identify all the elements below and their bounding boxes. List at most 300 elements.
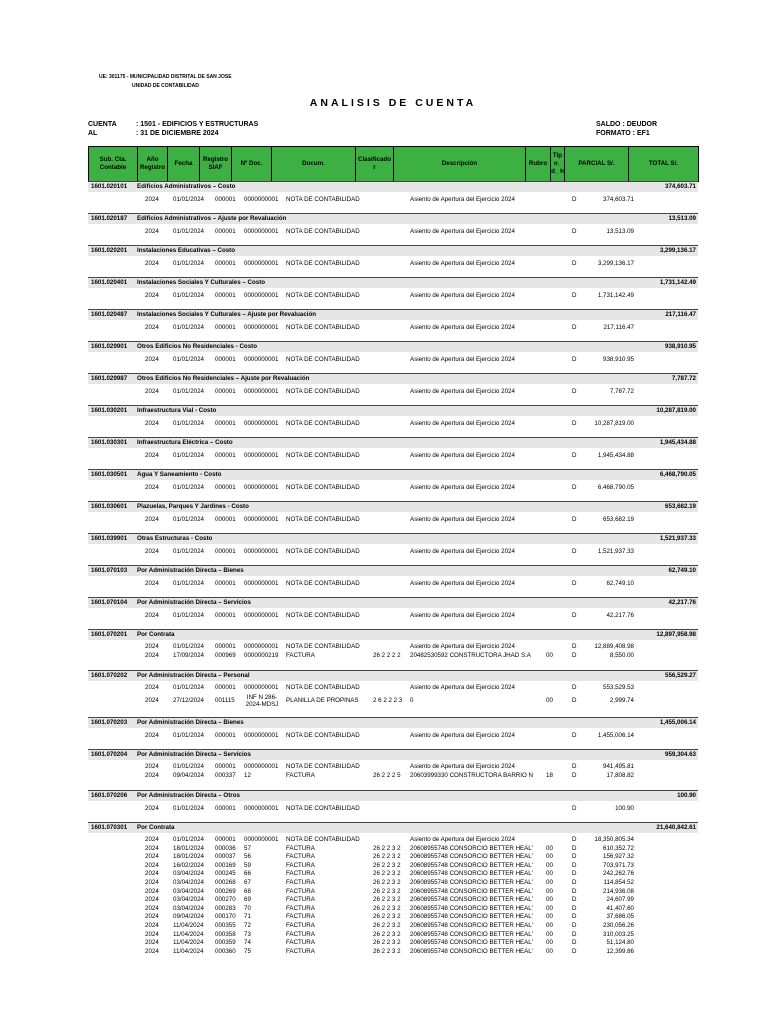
cell-par: 230,056.26 bbox=[603, 921, 634, 929]
cell-ano: 2024 bbox=[145, 228, 159, 235]
cell-tip: D bbox=[572, 913, 577, 921]
cell-fecha: 01/01/2024 bbox=[173, 388, 204, 395]
cell-tip: D bbox=[572, 904, 577, 912]
cell-tip: D bbox=[572, 939, 577, 947]
cell-tip: D bbox=[572, 921, 577, 929]
cell-fecha: 01/01/2024 bbox=[173, 484, 204, 491]
cell-tip: D bbox=[572, 643, 577, 650]
cell-docu: NOTA DE CONTABILIDAD bbox=[286, 548, 360, 555]
cell-docu: FACTURA bbox=[286, 921, 315, 929]
cell-par: 37,686.05 bbox=[606, 913, 634, 921]
cell-doc: 66 bbox=[244, 870, 251, 878]
cell-par: 2,999.74 bbox=[609, 696, 634, 704]
cell-clas: 26 2 2 3 2 bbox=[373, 844, 401, 852]
cell-reg: 000001 bbox=[215, 836, 236, 843]
cell-doc: 0000000001 bbox=[244, 580, 279, 587]
cell-doc: 71 bbox=[244, 913, 251, 921]
cell-clas: 26 2 2 3 2 bbox=[373, 947, 401, 955]
cell-tip: D bbox=[572, 484, 577, 491]
cell-reg: 000001 bbox=[215, 643, 236, 650]
subaccount-name: Instalaciones Sociales Y Culturales – Costo bbox=[137, 279, 266, 286]
cell-doc: 0000000001 bbox=[244, 516, 279, 523]
subaccount-header bbox=[88, 373, 698, 384]
cell-ano: 2024 bbox=[145, 853, 159, 861]
cell-rub: 00 bbox=[546, 930, 553, 938]
subaccount-name: Edificios Administrativos – Ajuste por Revaluación bbox=[137, 215, 287, 222]
account-section bbox=[88, 822, 698, 956]
cell-doc: 68 bbox=[244, 887, 251, 895]
subaccount-header bbox=[88, 405, 698, 416]
cell-ano: 2024 bbox=[145, 844, 159, 852]
subaccount-header bbox=[88, 822, 698, 833]
cell-desc: Asiento de Apertura del Ejercicio 2024 bbox=[410, 260, 515, 267]
cell-ano: 2024 bbox=[145, 771, 159, 779]
subaccount-total: 1,521,937.33 bbox=[659, 535, 696, 542]
subaccount-name: Por Contrata bbox=[137, 631, 175, 638]
cell-reg: 000337 bbox=[215, 771, 236, 779]
subaccount-total: 1,731,142.49 bbox=[659, 279, 696, 286]
col-ndoc: Nº Doc. bbox=[232, 147, 272, 182]
table-row bbox=[88, 356, 698, 365]
subaccount-total: 959,304.63 bbox=[665, 751, 696, 758]
cell-par: 8,550.00 bbox=[609, 651, 634, 659]
table-row bbox=[88, 931, 698, 940]
entity-name: UE: 301175 - MUNICIPALIDAD DISTRITAL DE SAN JOSE bbox=[99, 74, 232, 80]
cell-tip: D bbox=[572, 878, 577, 886]
subaccount-name: Plazuelas, Parques Y Jardines - Costo bbox=[137, 503, 249, 510]
cell-reg: 000283 bbox=[215, 904, 236, 912]
cell-tip: D bbox=[572, 324, 577, 331]
cell-rub: 00 bbox=[546, 870, 553, 878]
table-row bbox=[88, 862, 698, 871]
subaccount-total: 62,749.10 bbox=[668, 567, 696, 574]
cell-doc: 0000000001 bbox=[244, 836, 279, 843]
cell-rub: 00 bbox=[546, 921, 553, 929]
subaccount-name: Otros Edificios No Residenciales - Costo bbox=[137, 343, 257, 350]
cell-doc: 74 bbox=[244, 939, 251, 947]
cell-doc: 0000000001 bbox=[244, 684, 279, 691]
subaccount-header bbox=[88, 629, 698, 640]
cell-docu: NOTA DE CONTABILIDAD bbox=[286, 484, 360, 491]
cell-par: 653,682.19 bbox=[603, 516, 634, 523]
cell-reg: 000359 bbox=[215, 939, 236, 947]
cell-fecha: 01/01/2024 bbox=[173, 836, 204, 843]
cell-reg: 000001 bbox=[215, 612, 236, 619]
cell-reg: 000969 bbox=[215, 651, 236, 659]
cell-docu: NOTA DE CONTABILIDAD bbox=[286, 452, 360, 459]
subaccount-code: 1601.020187 bbox=[91, 215, 128, 222]
subaccount-name: Por Administración Directa – Servicios bbox=[137, 599, 251, 606]
cell-par: 1,731,142.49 bbox=[597, 292, 634, 299]
cell-ano: 2024 bbox=[145, 878, 159, 886]
cell-desc: 20608955748 CONSORCIO BETTER HEAL' bbox=[410, 844, 533, 852]
cell-fecha: 03/04/2024 bbox=[173, 870, 204, 878]
subaccount-code: 1601.020487 bbox=[91, 311, 128, 318]
cell-doc: 0000000001 bbox=[244, 260, 279, 267]
table-row bbox=[88, 888, 698, 897]
cell-doc: 0000000001 bbox=[244, 732, 279, 739]
account-section bbox=[88, 469, 698, 493]
subaccount-total: 217,116.47 bbox=[665, 311, 696, 318]
cell-par: 17,808.82 bbox=[606, 771, 634, 779]
cell-fecha: 11/04/2024 bbox=[173, 930, 204, 938]
table-row bbox=[88, 845, 698, 854]
subaccount-name: Otros Edificios No Residenciales – Ajuste por Revaluación bbox=[137, 375, 310, 382]
col-subcta: Sub. Cta. Contable bbox=[89, 147, 138, 182]
cell-rub: 00 bbox=[546, 896, 553, 904]
cell-doc: 70 bbox=[244, 904, 251, 912]
cell-ano: 2024 bbox=[145, 612, 159, 619]
cell-tip: D bbox=[572, 516, 577, 523]
subaccount-code: 1601.070206 bbox=[91, 792, 128, 799]
subaccount-total: 6,468,790.05 bbox=[659, 471, 696, 478]
subaccount-code: 1601.030501 bbox=[91, 471, 128, 478]
cell-par: 610,352.72 bbox=[603, 844, 634, 852]
cell-ano: 2024 bbox=[145, 484, 159, 491]
subaccount-header bbox=[88, 309, 698, 320]
cell-tip: D bbox=[572, 763, 577, 770]
cell-doc: 0000000001 bbox=[244, 292, 279, 299]
table-row bbox=[88, 652, 698, 661]
table-row bbox=[88, 939, 698, 948]
subaccount-code: 1601.020401 bbox=[91, 279, 128, 286]
table-row bbox=[88, 388, 698, 397]
account-section bbox=[88, 373, 698, 397]
cell-ano: 2024 bbox=[145, 388, 159, 395]
cell-ano: 2024 bbox=[145, 696, 159, 704]
cell-doc: 0000000001 bbox=[244, 228, 279, 235]
cell-fecha: 01/01/2024 bbox=[173, 420, 204, 427]
cell-par: 1,455,006.14 bbox=[597, 732, 634, 739]
cell-docu: FACTURA bbox=[286, 861, 315, 869]
cell-docu: FACTURA bbox=[286, 870, 315, 878]
cell-reg: 000001 bbox=[215, 516, 236, 523]
cell-doc: 0000000001 bbox=[244, 805, 279, 812]
subaccount-code: 1601.020101 bbox=[91, 183, 128, 190]
subaccount-code: 1601.070104 bbox=[91, 599, 128, 606]
cell-ano: 2024 bbox=[145, 904, 159, 912]
col-clasificador: Clasificado r bbox=[356, 147, 394, 182]
account-section bbox=[88, 717, 698, 741]
cell-par: 100.90 bbox=[615, 805, 634, 812]
cell-doc: 75 bbox=[244, 947, 251, 955]
cell-ano: 2024 bbox=[145, 420, 159, 427]
cell-docu: FACTURA bbox=[286, 904, 315, 912]
cell-par: 553,529.53 bbox=[603, 684, 634, 691]
cell-desc: Asiento de Apertura del Ejercicio 2024 bbox=[410, 228, 515, 235]
cell-par: 7,787.72 bbox=[609, 388, 634, 395]
cell-desc: Asiento de Apertura del Ejercicio 2024 bbox=[410, 643, 515, 650]
cell-par: 13,513.09 bbox=[606, 228, 634, 235]
col-parcial: PARCIAL S/. bbox=[565, 147, 629, 182]
cell-reg: 000355 bbox=[215, 921, 236, 929]
cell-desc: 20608955748 CONSORCIO BETTER HEAL' bbox=[410, 947, 533, 955]
cell-reg: 000245 bbox=[215, 870, 236, 878]
cell-reg: 000001 bbox=[215, 580, 236, 587]
cell-reg: 000169 bbox=[215, 861, 236, 869]
subaccount-total: 1,945,434.88 bbox=[659, 439, 696, 446]
subaccount-total: 21,640,842.61 bbox=[656, 824, 696, 831]
cell-par: 41,407.60 bbox=[606, 904, 634, 912]
subaccount-total: 7,787.72 bbox=[671, 375, 696, 382]
cell-ano: 2024 bbox=[145, 805, 159, 812]
cell-docu: FACTURA bbox=[286, 939, 315, 947]
cell-par: 217,116.47 bbox=[603, 324, 634, 331]
cell-rub: 00 bbox=[546, 696, 553, 704]
account-section bbox=[88, 277, 698, 301]
subaccount-header bbox=[88, 501, 698, 512]
cell-tip: D bbox=[572, 896, 577, 904]
cell-ano: 2024 bbox=[145, 452, 159, 459]
subaccount-total: 12,897,958.98 bbox=[656, 631, 696, 638]
table-row bbox=[88, 732, 698, 741]
cell-rub: 00 bbox=[546, 939, 553, 947]
subaccount-header bbox=[88, 213, 698, 224]
cell-desc: Asiento de Apertura del Ejercicio 2024 bbox=[410, 684, 515, 691]
cell-ano: 2024 bbox=[145, 548, 159, 555]
cell-ano: 2024 bbox=[145, 196, 159, 203]
table-header bbox=[88, 146, 699, 182]
cell-docu: NOTA DE CONTABILIDAD bbox=[286, 196, 360, 203]
cell-doc: 0000000219 bbox=[244, 651, 279, 659]
cell-reg: 000001 bbox=[215, 228, 236, 235]
cell-desc: Asiento de Apertura del Ejercicio 2024 bbox=[410, 484, 515, 491]
cell-par: 703,971.73 bbox=[603, 861, 634, 869]
cell-docu: FACTURA bbox=[286, 771, 315, 779]
table-row bbox=[88, 228, 698, 237]
subaccount-header bbox=[88, 469, 698, 480]
cell-fecha: 01/01/2024 bbox=[173, 763, 204, 770]
subaccount-total: 10,287,819.00 bbox=[656, 407, 696, 414]
cell-ano: 2024 bbox=[145, 930, 159, 938]
subaccount-name: Por Administración Directa – Bienes bbox=[137, 567, 244, 574]
cell-ano: 2024 bbox=[145, 580, 159, 587]
saldo-label: SALDO : DEUDOR bbox=[596, 121, 658, 128]
cell-ano: 2024 bbox=[145, 870, 159, 878]
cell-fecha: 17/09/2024 bbox=[173, 651, 204, 659]
cell-tip: D bbox=[572, 836, 577, 843]
subaccount-name: Agua Y Saneamiento - Costo bbox=[137, 471, 222, 478]
col-rubro: Rubro bbox=[526, 147, 551, 182]
cell-docu: NOTA DE CONTABILIDAD bbox=[286, 420, 360, 427]
subaccount-total: 3,299,136.17 bbox=[659, 247, 696, 254]
subaccount-code: 1601.070202 bbox=[91, 672, 128, 679]
cell-desc: 20608955748 CONSORCIO BETTER HEAL' bbox=[410, 904, 533, 912]
cell-tip: D bbox=[572, 887, 577, 895]
cell-desc: Asiento de Apertura del Ejercicio 2024 bbox=[410, 292, 515, 299]
cell-ano: 2024 bbox=[145, 861, 159, 869]
cell-ano: 2024 bbox=[145, 732, 159, 739]
cell-tip: D bbox=[572, 356, 577, 363]
account-section bbox=[88, 501, 698, 525]
col-total: TOTAL S/. bbox=[629, 147, 699, 182]
table-row bbox=[88, 905, 698, 914]
cell-ano: 2024 bbox=[145, 896, 159, 904]
col-ano: Año Registro bbox=[138, 147, 168, 182]
balance-meta bbox=[596, 120, 657, 138]
subaccount-header bbox=[88, 790, 698, 801]
table-row bbox=[88, 948, 698, 957]
cell-tip: D bbox=[572, 696, 577, 704]
cell-desc: 20608955748 CONSORCIO BETTER HEAL' bbox=[410, 870, 533, 878]
cell-clas: 26 2 2 3 2 bbox=[373, 904, 401, 912]
cell-docu: NOTA DE CONTABILIDAD bbox=[286, 228, 360, 235]
table-row bbox=[88, 922, 698, 931]
table-row bbox=[88, 772, 698, 781]
col-registro: Registro SIAF bbox=[200, 147, 232, 182]
cell-tip: D bbox=[572, 805, 577, 812]
col-descripcion: Descripción bbox=[394, 147, 526, 182]
cell-fecha: 03/04/2024 bbox=[173, 887, 204, 895]
table-row bbox=[88, 913, 698, 922]
cell-reg: 000001 bbox=[215, 420, 236, 427]
subaccount-header bbox=[88, 670, 698, 681]
cell-par: 941,495.81 bbox=[603, 763, 634, 770]
cell-ano: 2024 bbox=[145, 356, 159, 363]
cell-desc: Asiento de Apertura del Ejercicio 2024 bbox=[410, 356, 515, 363]
account-section bbox=[88, 181, 698, 205]
cell-desc: 20608955748 CONSORCIO BETTER HEAL' bbox=[410, 896, 533, 904]
subaccount-total: 13,513.09 bbox=[668, 215, 696, 222]
subaccount-code: 1601.030201 bbox=[91, 407, 128, 414]
cell-desc: 20608955748 CONSORCIO BETTER HEAL' bbox=[410, 861, 533, 869]
cell-reg: 000358 bbox=[215, 930, 236, 938]
account-meta bbox=[88, 120, 258, 138]
cell-par: 156,927.32 bbox=[603, 853, 634, 861]
cell-docu: FACTURA bbox=[286, 947, 315, 955]
subaccount-code: 1601.030301 bbox=[91, 439, 128, 446]
cell-par: 62,749.10 bbox=[606, 580, 634, 587]
cell-ano: 2024 bbox=[145, 643, 159, 650]
cell-docu: NOTA DE CONTABILIDAD bbox=[286, 763, 360, 770]
table-row bbox=[88, 196, 698, 205]
cell-clas: 26 2 2 3 2 bbox=[373, 853, 401, 861]
cell-fecha: 01/01/2024 bbox=[173, 612, 204, 619]
account-section bbox=[88, 597, 698, 621]
cell-reg: 000269 bbox=[215, 887, 236, 895]
cell-desc: Asiento de Apertura del Ejercicio 2024 bbox=[410, 324, 515, 331]
cell-doc: 0000000001 bbox=[244, 420, 279, 427]
subaccount-name: Instalaciones Sociales Y Culturales – Ajuste por Revaluación bbox=[137, 311, 317, 318]
table-row bbox=[88, 324, 698, 333]
subaccount-total: 100.90 bbox=[677, 792, 696, 799]
cell-fecha: 01/01/2024 bbox=[173, 196, 204, 203]
cell-fecha: 11/04/2024 bbox=[173, 921, 204, 929]
cell-doc: 0000000001 bbox=[244, 612, 279, 619]
cell-desc: 0 bbox=[410, 696, 414, 704]
report-title: ANALISIS DE CUENTA bbox=[309, 97, 477, 109]
subaccount-code: 1601.070204 bbox=[91, 751, 128, 758]
cell-docu: NOTA DE CONTABILIDAD bbox=[286, 684, 360, 691]
cell-clas: 26 2 2 3 2 bbox=[373, 930, 401, 938]
cell-ano: 2024 bbox=[145, 292, 159, 299]
cell-docu: NOTA DE CONTABILIDAD bbox=[286, 732, 360, 739]
cell-par: 310,003.25 bbox=[603, 930, 634, 938]
cell-doc: 0000000001 bbox=[244, 548, 279, 555]
cell-reg: 000170 bbox=[215, 913, 236, 921]
account-section bbox=[88, 213, 698, 237]
cell-desc: Asiento de Apertura del Ejercicio 2024 bbox=[410, 732, 515, 739]
cell-tip: D bbox=[572, 452, 577, 459]
subaccount-header bbox=[88, 749, 698, 760]
cell-docu: NOTA DE CONTABILIDAD bbox=[286, 836, 360, 843]
cell-reg: 000001 bbox=[215, 292, 236, 299]
cell-doc: 0000000001 bbox=[244, 763, 279, 770]
cell-reg: 000001 bbox=[215, 684, 236, 691]
subaccount-code: 1601.020201 bbox=[91, 247, 128, 254]
cell-desc: Asiento de Apertura del Ejercicio 2024 bbox=[410, 388, 515, 395]
entity-unit: UNIDAD DE CONTABILIDAD bbox=[132, 83, 199, 89]
cell-ano: 2024 bbox=[145, 939, 159, 947]
al-value: : 31 DE DICIEMBRE 2024 bbox=[136, 130, 219, 137]
cell-doc: 57 bbox=[244, 844, 251, 852]
subaccount-code: 1601.070301 bbox=[91, 824, 128, 831]
cell-reg: 000001 bbox=[215, 732, 236, 739]
subaccount-header bbox=[88, 565, 698, 576]
cell-tip: D bbox=[572, 732, 577, 739]
cell-par: 938,910.95 bbox=[603, 356, 634, 363]
cell-ano: 2024 bbox=[145, 913, 159, 921]
cell-reg: 000001 bbox=[215, 548, 236, 555]
formato-label: FORMATO : EF1 bbox=[596, 130, 650, 137]
cell-par: 10,287,819.00 bbox=[594, 420, 634, 427]
cell-docu: FACTURA bbox=[286, 651, 315, 659]
subaccount-header bbox=[88, 277, 698, 288]
cell-reg: 000001 bbox=[215, 763, 236, 770]
cell-desc: 20482530592 CONSTRUCTORA JHAD S.A bbox=[410, 651, 531, 659]
cell-par: 1,521,937.33 bbox=[597, 548, 634, 555]
cell-docu: FACTURA bbox=[286, 878, 315, 886]
al-label: AL bbox=[88, 130, 98, 137]
cell-par: 42,217.76 bbox=[606, 612, 634, 619]
cell-desc: Asiento de Apertura del Ejercicio 2024 bbox=[410, 548, 515, 555]
cell-doc: 0000000001 bbox=[244, 484, 279, 491]
subaccount-total: 42,217.76 bbox=[668, 599, 696, 606]
cell-clas: 26 2 2 3 2 bbox=[373, 878, 401, 886]
cell-docu: FACTURA bbox=[286, 887, 315, 895]
cell-desc: Asiento de Apertura del Ejercicio 2024 bbox=[410, 836, 515, 843]
cell-reg: 000001 bbox=[215, 356, 236, 363]
cell-docu: NOTA DE CONTABILIDAD bbox=[286, 580, 360, 587]
cell-fecha: 01/01/2024 bbox=[173, 684, 204, 691]
cell-fecha: 01/01/2024 bbox=[173, 324, 204, 331]
cell-par: 3,299,136.17 bbox=[597, 260, 634, 267]
cell-rub: 18 bbox=[546, 771, 553, 779]
account-section bbox=[88, 309, 698, 333]
table-row bbox=[88, 805, 698, 814]
cell-docu: NOTA DE CONTABILIDAD bbox=[286, 388, 360, 395]
subaccount-name: Por Contrata bbox=[137, 824, 175, 831]
cell-par: 51,124.80 bbox=[606, 939, 634, 947]
subaccount-code: 1601.070201 bbox=[91, 631, 128, 638]
cell-doc: 0000000001 bbox=[244, 388, 279, 395]
account-section bbox=[88, 533, 698, 557]
cell-fecha: 01/01/2024 bbox=[173, 643, 204, 650]
cell-rub: 00 bbox=[546, 844, 553, 852]
subaccount-total: 653,682.19 bbox=[665, 503, 696, 510]
table-row bbox=[88, 292, 698, 301]
cell-docu: FACTURA bbox=[286, 913, 315, 921]
cell-fecha: 01/01/2024 bbox=[173, 452, 204, 459]
cell-desc: Asiento de Apertura del Ejercicio 2024 bbox=[410, 196, 515, 203]
cell-tip: D bbox=[572, 580, 577, 587]
cell-ano: 2024 bbox=[145, 921, 159, 929]
table-row bbox=[88, 548, 698, 557]
cell-rub: 00 bbox=[546, 904, 553, 912]
table-row bbox=[88, 896, 698, 905]
subaccount-name: Infraestructura Eléctrica – Costo bbox=[137, 439, 233, 446]
cell-reg: 000001 bbox=[215, 260, 236, 267]
